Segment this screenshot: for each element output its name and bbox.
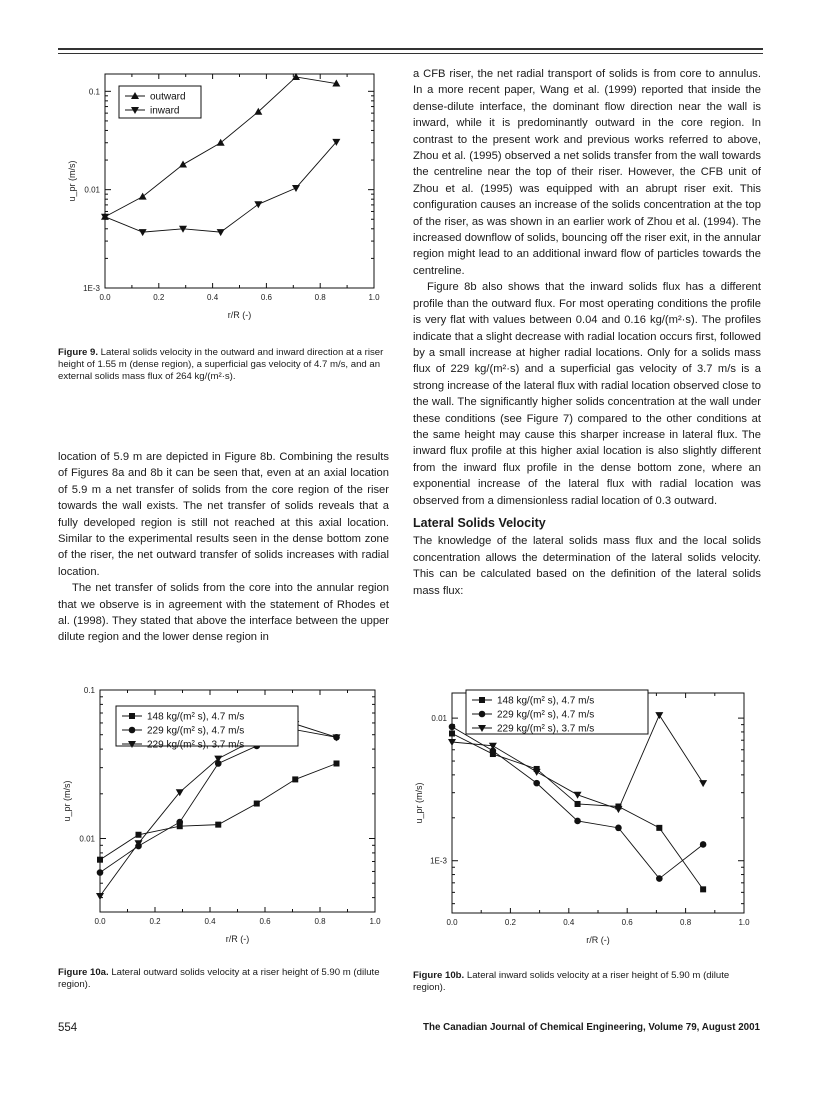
right-paragraph-2: Figure 8b also shows that the inward solids flux has a different profile than the outward flux. For most operating conditions the profile is very flat with values between 0.04 and 0.16 kg/(m²·s). The profiles indicate that a slight decrease with radial location occurs first, followed by a small increase at higher radial locations. Only for a solids mass flux of 229 kg/(m²·s) and a superficial gas velocity of 3.7 m/s is a strong increase of the lateral flux with radial location observed close to the wall. The significantly higher solids concentration at the wall under these conditions (see Figure 7) compared to the other conditions at the same height may cause this sharper increase in lateral flux. The inward flux profile at this higher axial location is also slightly different from the inward flux profile in the dense bottom zone, where an exponential increase of the lateral flux with radial location was observed from a dimensionless radial location of 0.3 outward. [413, 281, 761, 507]
fig10b-data-point [533, 769, 541, 776]
left-paragraph-2: The net transfer of solids from the core into the annular region that we observe is in agreement with the statement of Rhodes et al. (1998). They stated that above the interface between the upper dilute region and the lower dense region in [58, 582, 389, 644]
fig10b-data-point [656, 875, 663, 882]
fig10b-data-point [575, 801, 581, 807]
fig9-data-point [292, 185, 300, 192]
figure-10b-caption-label: Figure 10b. [413, 970, 465, 981]
fig10b-data-point [574, 792, 582, 799]
fig9-y-tick-label: 0.01 [84, 185, 100, 195]
fig10b-data-point [615, 825, 622, 832]
fig10b-x-tick-label: 0.4 [563, 918, 575, 927]
fig10b-data-point [449, 731, 455, 737]
figure-10a-caption-label: Figure 10a. [58, 967, 109, 978]
fig10b-data-point [533, 780, 540, 787]
header-rule-thick [58, 48, 763, 50]
fig10b-x-tick-label: 0.8 [680, 918, 692, 927]
fig10b-y-tick-label: 0.01 [431, 714, 447, 724]
fig10a-data-point [176, 819, 183, 826]
fig9-x-tick-label: 0.8 [314, 293, 326, 302]
fig10a-legend-label: 229 kg/(m² s), 4.7 m/s [147, 725, 245, 737]
fig9-x-tick-label: 0.2 [153, 293, 165, 302]
fig10a-data-point [254, 801, 260, 807]
fig10a-legend [116, 706, 298, 751]
fig10b-data-point [699, 780, 707, 787]
left-column [58, 449, 389, 646]
figure-10a-caption [58, 967, 388, 991]
fig10b-x-tick-label: 0.2 [504, 918, 516, 927]
fig10b-data-point [655, 712, 663, 719]
journal-footer: The Canadian Journal of Chemical Engineering, Volume 79, August 2001 [423, 1022, 760, 1033]
fig10a-data-point [334, 760, 340, 766]
fig9-x-tick-label: 0.0 [99, 293, 111, 302]
fig10a-x-tick-label: 1.0 [369, 917, 381, 926]
fig10a-data-point [136, 832, 142, 838]
right-column [413, 66, 761, 599]
fig10a-series-line [100, 730, 337, 873]
fig10a-data-point [96, 893, 104, 900]
figure-10a-plot [64, 678, 394, 960]
fig10b-legend-label: 229 kg/(m² s), 4.7 m/s [497, 709, 595, 721]
fig9-legend [119, 86, 201, 118]
fig10a-y-tick-label: 0.1 [83, 686, 95, 695]
fig10a-x-tick-label: 0.4 [204, 917, 216, 926]
fig9-legend-label: outward [150, 91, 186, 103]
fig10a-data-point [215, 822, 221, 828]
fig10b-x-tick-label: 1.0 [738, 918, 750, 927]
fig9-data-point [139, 229, 147, 236]
fig9-data-point [217, 139, 225, 146]
fig10b-x-tick-label: 0.6 [621, 918, 633, 927]
figure-9-caption-label: Figure 9. [58, 347, 98, 358]
fig9-series-2 [101, 139, 340, 236]
figure-9-chart [64, 60, 394, 330]
fig9-series-line [105, 142, 336, 232]
fig9-x-tick-label: 0.4 [207, 293, 219, 302]
fig10b-data-point [574, 818, 581, 825]
fig10b-y-tick-label: 1E-3 [430, 856, 447, 866]
fig10b-data-point [700, 841, 707, 848]
fig10b-x-axis-title: r/R (-) [586, 935, 610, 945]
right-paragraph-1: a CFB riser, the net radial transport of solids is from core to annulus. In a more recent paper, Wang et al. (1999) reported that inside the dense-dilute interface, the dominant flow direction near the wall is inward, while it is predominantly outward in the core region. In contrast to the present work and previous works referred to above, Zhou et al. (1995) observed a net solids transfer from the wall towards the centreline near the top of their riser. However, the CFB unit of Zhou et al. (1995) was equipped with an abrupt riser exit. This configuration causes an increase of the solids concentration at the top of the riser, as was shown in an earlier work of Zhou et al. (1994). The increased downflow of solids, bouncing off the riser exit, in the annular region might lead to an additional inward flow of particles towards the centreline. [413, 68, 761, 277]
figure-9-caption [58, 347, 388, 383]
fig10a-legend-label: 148 kg/(m² s), 4.7 m/s [147, 711, 245, 723]
fig9-x-tick-label: 0.6 [260, 293, 272, 302]
fig10a-legend-marker [129, 713, 135, 719]
fig9-y-tick-label: 0.1 [88, 87, 100, 97]
fig10a-data-point [97, 857, 103, 863]
figure-9-caption-text: Lateral solids velocity in the outward and inward direction at a riser height of 1.55 m (dense region), a superficial gas velocity of 4.7 m/s, and an external solids mass flux of 264 kg/(m²·s). [58, 347, 384, 382]
fig10a-x-tick-label: 0.2 [149, 917, 161, 926]
fig10a-x-tick-label: 0.6 [259, 917, 271, 926]
figure-10b-plot [414, 678, 754, 960]
header-rule-thin [58, 53, 763, 54]
fig10b-legend [466, 690, 648, 735]
figure-9-plot [64, 60, 394, 330]
fig9-data-point [139, 193, 147, 200]
fig10a-x-axis-title: r/R (-) [225, 934, 250, 944]
fig10a-y-tick-label: 0.01 [79, 834, 95, 844]
fig10b-legend-label: 229 kg/(m² s), 3.7 m/s [497, 723, 595, 735]
section-heading: Lateral Solids Velocity [413, 515, 546, 530]
fig10a-x-tick-label: 0.8 [314, 917, 326, 926]
figure-10a-chart [64, 678, 394, 960]
figure-10b-caption [413, 970, 758, 994]
figure-10b-caption-text: Lateral inward solids velocity at a riser height of 5.90 m (dilute region). [413, 970, 730, 993]
fig10a-y-axis-title: u_pr (m/s) [62, 780, 72, 822]
fig9-y-axis-title: u_pr (m/s) [67, 160, 77, 202]
fig10b-data-point [656, 825, 662, 831]
fig10b-legend-marker [479, 697, 485, 703]
fig10a-data-point [97, 869, 104, 876]
fig9-data-point [179, 161, 187, 168]
page-number: 554 [58, 1022, 78, 1034]
fig9-data-point [254, 201, 262, 208]
left-paragraph-1: location of 5.9 m are depicted in Figure 8b. Combining the results of Figures 8a and 8b it can be seen that, even at an axial location of 5.9 m a net transfer of solids from the core region of the riser towards the wall exists. The net transfer of solids reveals that a fully developed region is still not reached at this axial location. Similar to the experimental results seen in the dense bottom zone of the riser, the net outward transfer of solids increases with radial location. [58, 451, 389, 578]
fig10b-legend-label: 148 kg/(m² s), 4.7 m/s [497, 695, 595, 707]
fig9-y-tick-label: 1E-3 [83, 284, 100, 293]
fig10b-x-tick-label: 0.0 [446, 918, 458, 927]
fig10a-legend-label: 229 kg/(m² s), 3.7 m/s [147, 739, 245, 751]
fig9-x-tick-label: 1.0 [368, 293, 380, 302]
fig10a-series-1 [97, 760, 340, 862]
fig10b-series-line [452, 734, 703, 890]
fig10a-legend-marker [129, 727, 136, 734]
fig10b-data-point [614, 806, 622, 813]
figure-10a-caption-text: Lateral outward solids velocity at a riser height of 5.90 m (dilute region). [58, 967, 380, 990]
fig9-legend-label: inward [150, 105, 180, 117]
fig10b-y-axis-title: u_pr (m/s) [414, 782, 424, 824]
fig10b-series-1 [449, 731, 706, 893]
fig10b-legend-marker [479, 711, 486, 718]
fig9-data-point [217, 229, 225, 236]
fig10b-data-point [449, 723, 456, 730]
right-paragraph-3: The knowledge of the lateral solids mass flux and the local solids concentration allows the determination of the lateral solids velocity. This can be calculated based on the definition of the lateral solids mass flux: [413, 535, 761, 597]
figure-10b-chart [414, 678, 754, 960]
fig10a-data-point [292, 776, 298, 782]
fig9-x-axis-title: r/R (-) [227, 310, 252, 320]
fig10a-x-tick-label: 0.0 [94, 917, 106, 926]
fig10b-data-point [700, 886, 706, 892]
